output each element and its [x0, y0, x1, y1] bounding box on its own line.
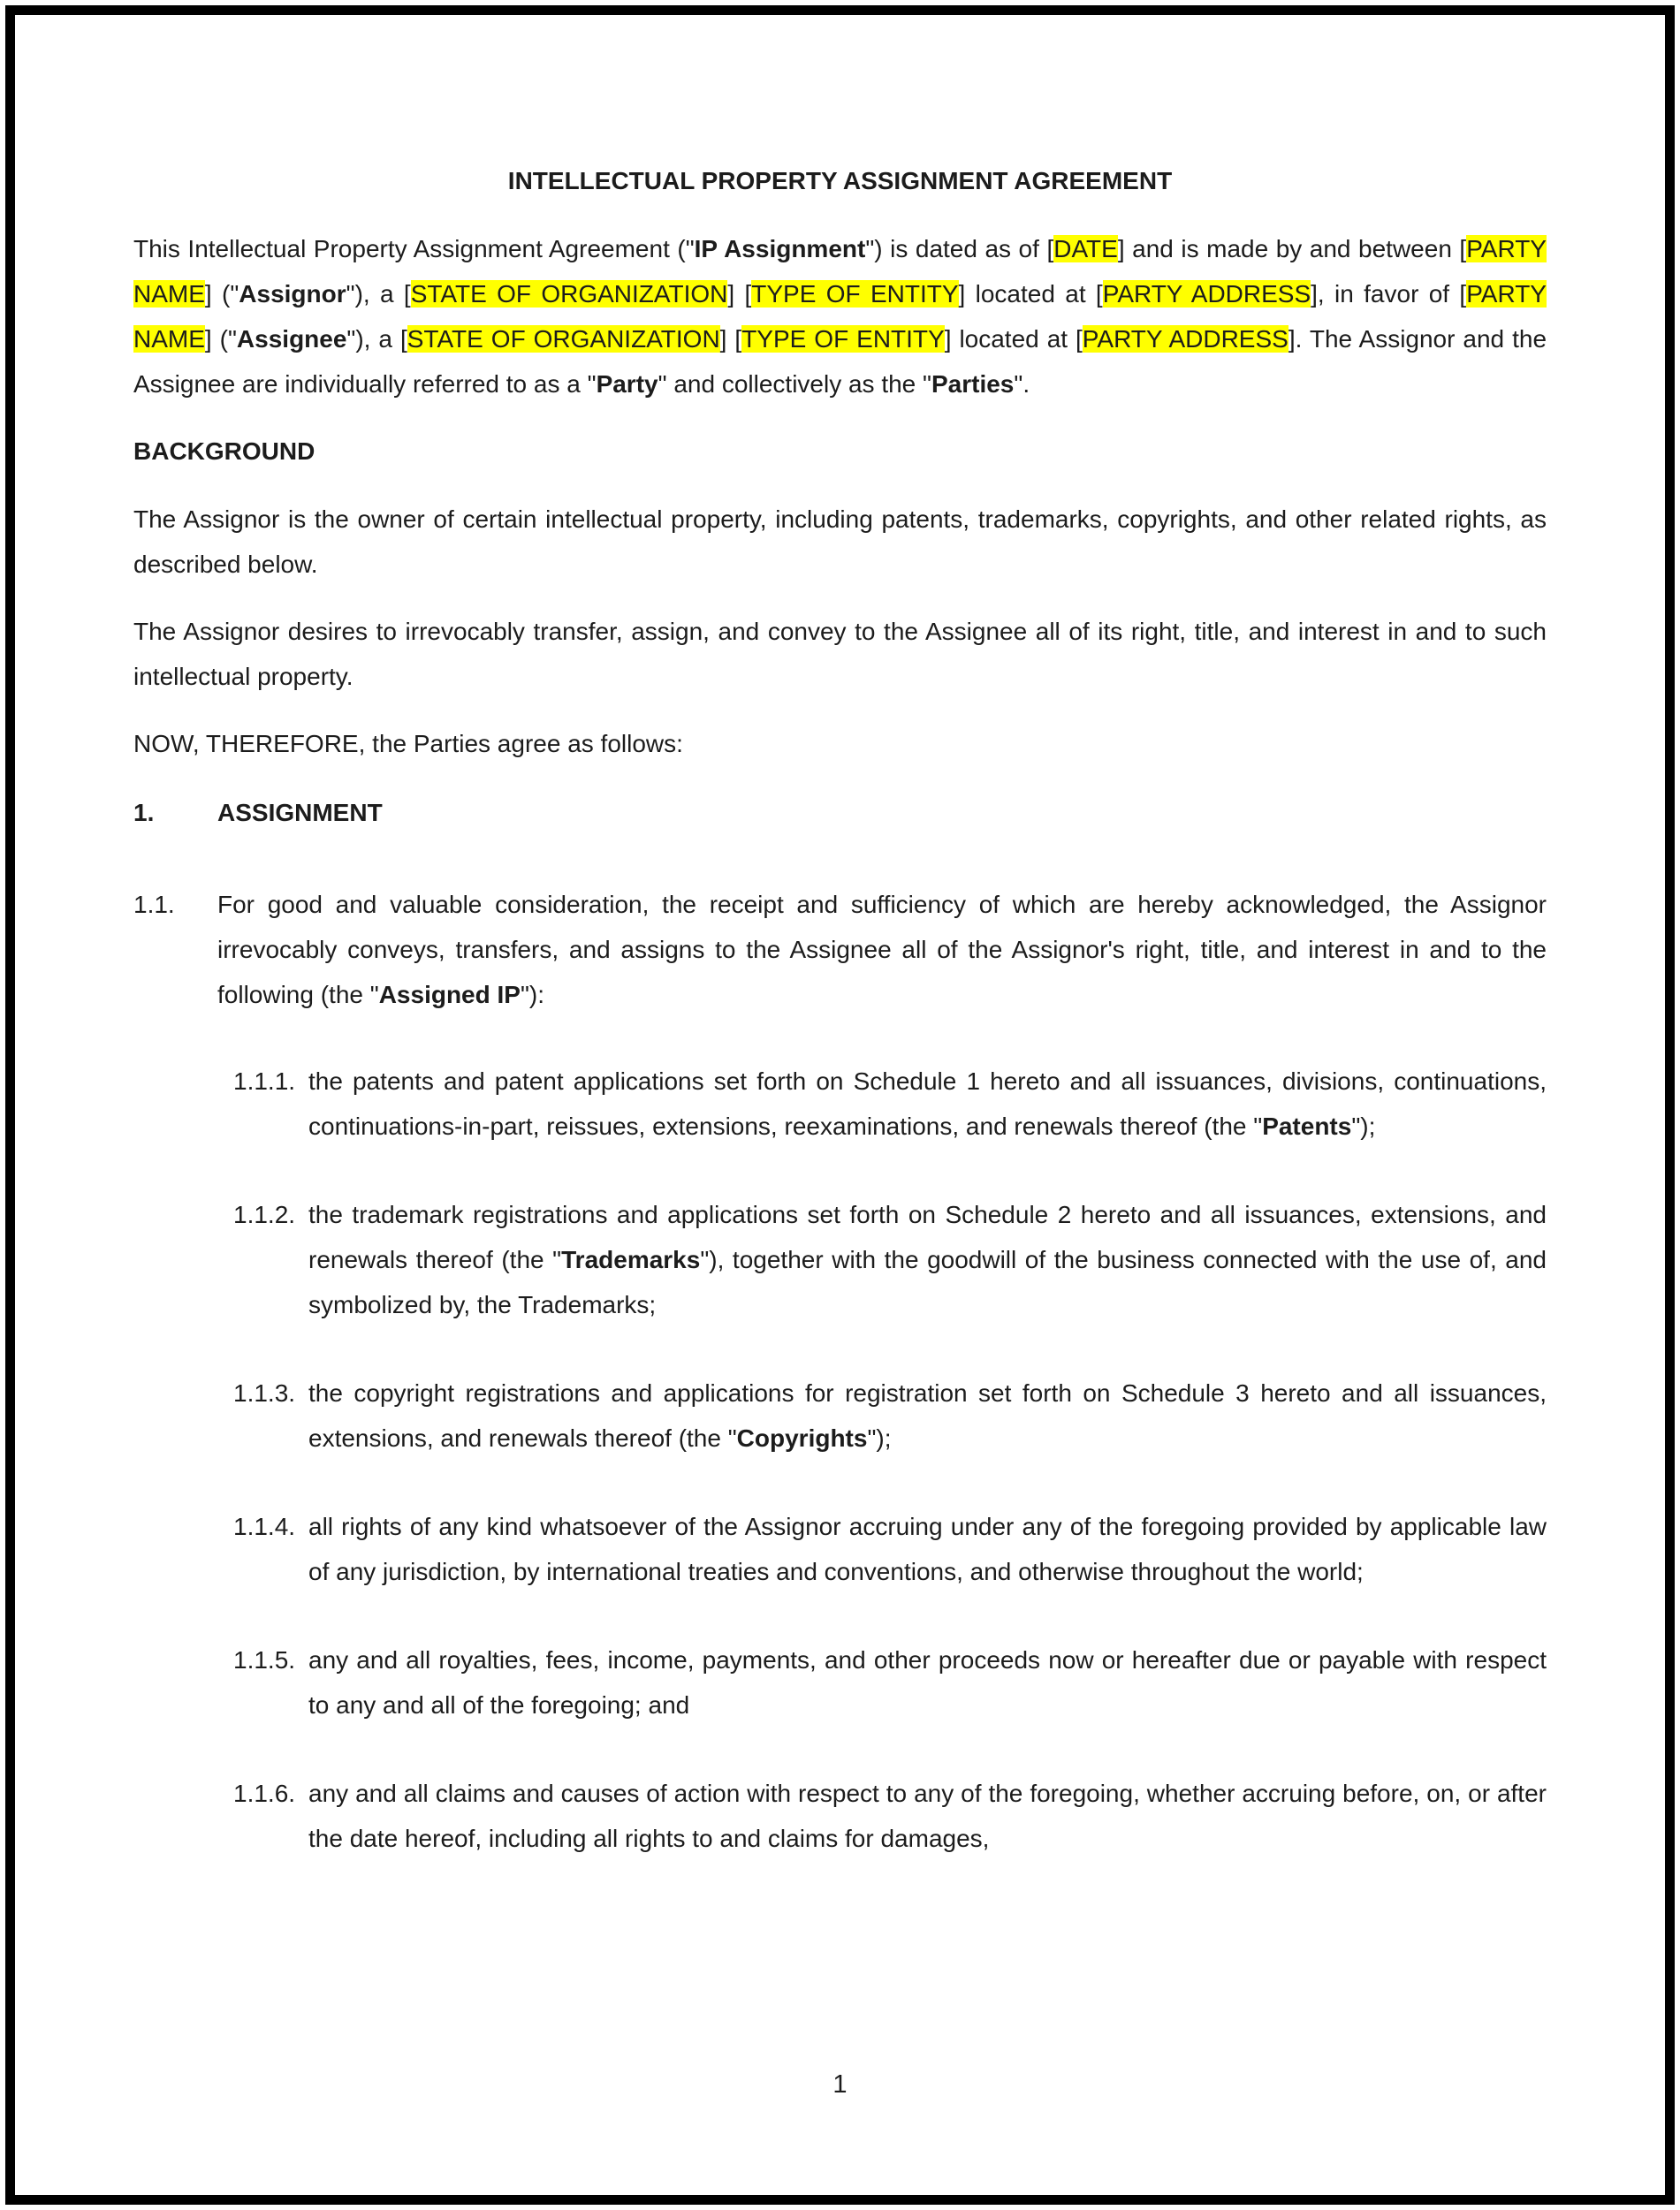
text-run: ");	[1351, 1113, 1376, 1140]
placeholder-highlight: PARTY NAME	[133, 235, 1547, 308]
clause-1-1	[133, 882, 1547, 1017]
text-run: "):	[520, 981, 545, 1008]
subclause-1-1-4-text	[308, 1513, 1547, 1585]
defined-term: Parties	[931, 370, 1015, 398]
subclause-1-1-1-text	[308, 1067, 1547, 1140]
text-run: the patents and patent applications set forth on Schedule 1 hereto and all issuances, divisions, continuations, continuations-in-part, reissues, extensions, reexaminations, and renewals thereof (the "	[308, 1067, 1547, 1140]
placeholder-highlight: STATE OF ORGANIZATION	[407, 325, 720, 353]
subclause-1-1-4-number: 1.1.4.	[233, 1513, 296, 1540]
defined-term: Assignee	[236, 325, 347, 353]
document-content	[15, 15, 1665, 1861]
subclause-1-1-2-text	[308, 1201, 1547, 1318]
background-paragraph-owner: The Assignor is the owner of certain intellectual property, including patents, trademarks, copyrights, and other related rights, as described below.	[133, 505, 1547, 578]
subclause-1-1-5-text	[308, 1646, 1547, 1719]
text-run: ] located at [	[944, 325, 1083, 353]
placeholder-highlight: PARTY ADDRESS	[1082, 325, 1289, 353]
subclause-1-1-2-number: 1.1.2.	[233, 1201, 296, 1228]
defined-term: Patents	[1262, 1113, 1352, 1140]
placeholder-highlight: STATE OF ORGANIZATION	[410, 280, 728, 308]
placeholder-highlight: PARTY NAME	[133, 280, 1547, 353]
subclause-1-1-6-text	[308, 1780, 1547, 1852]
text-run: any and all claims and causes of action with respect to any of the foregoing, whether accruing before, on, or after the date hereof, including all rights to and claims for damages,	[308, 1780, 1547, 1852]
placeholder-highlight: DATE	[1053, 235, 1118, 262]
section-1-heading	[133, 790, 1547, 835]
background-paragraph-desires: The Assignor desires to irrevocably transfer, assign, and convey to the Assignee all of its right, title, and interest in and to such intellectual property.	[133, 618, 1547, 690]
text-run: "), a [	[346, 280, 411, 308]
defined-term: IP Assignment	[694, 235, 866, 262]
subclause-1-1-6	[233, 1771, 1547, 1861]
text-run: "), together with the goodwill of the business connected with the use of, and symbolized by, the Trademarks;	[308, 1246, 1547, 1318]
defined-term: Trademarks	[561, 1246, 701, 1273]
clause-1-1-number: 1.1.	[133, 891, 175, 918]
placeholder-highlight: TYPE OF ENTITY	[741, 325, 945, 353]
placeholder-highlight: PARTY ADDRESS	[1102, 280, 1311, 308]
text-run: all rights of any kind whatsoever of the Assignor accruing under any of the foregoing provided by applicable law of any jurisdiction, by international treaties and conventions, and otherwise throughout the world;	[308, 1513, 1547, 1585]
section-1-heading-label: ASSIGNMENT	[217, 799, 383, 826]
text-run: ] and is made by and between [	[1117, 235, 1467, 262]
section-1-number: 1.	[133, 799, 155, 826]
text-run: ] ("	[204, 280, 239, 308]
text-run: For good and valuable consideration, the receipt and sufficiency of which are hereby acknowledged, the Assignor irrevocably conveys, transfers, and assigns to the Assignee all of the Assignor's right, title, and interest in and to the following (the "	[217, 891, 1547, 1008]
subclause-1-1-3-number: 1.1.3.	[233, 1379, 296, 1407]
text-run: ] [	[719, 325, 742, 353]
text-run: ".	[1014, 370, 1030, 398]
document-title: INTELLECTUAL PROPERTY ASSIGNMENT AGREEMENT	[507, 167, 1173, 194]
text-run: "), a [	[346, 325, 407, 353]
defined-term: Assigned IP	[378, 981, 521, 1008]
text-run: " and collectively as the "	[658, 370, 931, 398]
text-run: This Intellectual Property Assignment Agreement ("	[133, 235, 695, 262]
defined-term: Assignor	[239, 280, 346, 308]
intro-paragraph	[133, 226, 1547, 406]
defined-term: Party	[596, 370, 658, 398]
defined-term: Copyrights	[736, 1424, 868, 1452]
subclause-1-1-3-text	[308, 1379, 1547, 1452]
placeholder-highlight: TYPE OF ENTITY	[751, 280, 959, 308]
page-number: 1	[832, 2070, 848, 2099]
subclause-1-1-6-number: 1.1.6.	[233, 1780, 296, 1807]
text-run: the trademark registrations and applications set forth on Schedule 2 hereto and all issuances, extensions, and renewals thereof (the "	[308, 1201, 1547, 1273]
now-therefore-paragraph: NOW, THEREFORE, the Parties agree as follows:	[133, 730, 683, 757]
text-run: ");	[867, 1424, 892, 1452]
subclause-1-1-2	[233, 1192, 1547, 1327]
subclause-1-1-3	[233, 1371, 1547, 1461]
text-run: ] located at [	[958, 280, 1103, 308]
subclause-1-1-1	[233, 1059, 1547, 1149]
text-run: ]. The Assignor and the Assignee are individually referred to as a "	[133, 325, 1547, 398]
text-run: any and all royalties, fees, income, payments, and other proceeds now or hereafter due or payable with respect to any and all of the foregoing; and	[308, 1646, 1547, 1719]
subclause-1-1-5-number: 1.1.5.	[233, 1646, 296, 1674]
text-run: the copyright registrations and applications for registration set forth on Schedule 3 hereto and all issuances, extensions, and renewals thereof (the "	[308, 1379, 1547, 1452]
subclause-1-1-1-number: 1.1.1.	[233, 1067, 296, 1095]
subclause-1-1-4	[233, 1504, 1547, 1594]
text-run: ] ("	[204, 325, 237, 353]
text-run: ] [	[727, 280, 752, 308]
text-run: ], in favor of [	[1311, 280, 1467, 308]
subclause-1-1-5	[233, 1637, 1547, 1728]
background-heading: BACKGROUND	[133, 437, 315, 465]
clause-1-1-text	[217, 891, 1547, 1008]
document-page	[5, 5, 1675, 2205]
text-run: ") is dated as of [	[865, 235, 1054, 262]
